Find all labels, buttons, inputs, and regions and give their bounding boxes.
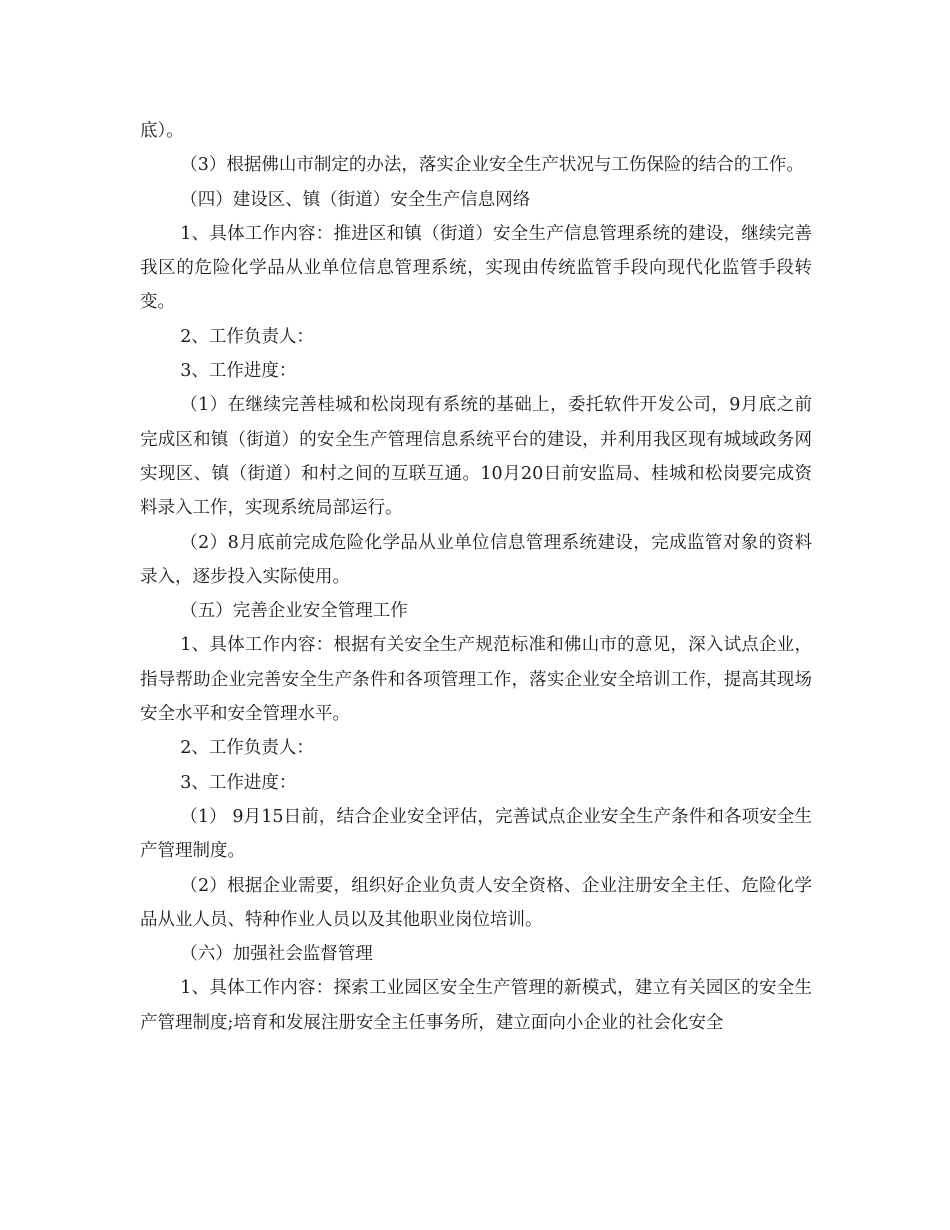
- paragraph-work-content: 1、具体工作内容：根据有关安全生产规范标准和佛山市的意见，深入试点企业，指导帮助企业完善安全生产条件和各项管理工作，落实企业安全培训工作，提高其现场安全水平和安全管理水平。: [140, 635, 812, 725]
- paragraph-progress-item-1: （1） 9月15日前，结合企业安全评估，完善试点企业安全生产条件和各项安全生产管理制度。: [140, 806, 812, 862]
- paragraph-responsible-person: 2、工作负责人：: [180, 326, 314, 347]
- section-heading-4: （四）建设区、镇（街道）安全生产信息网络: [180, 189, 531, 210]
- document-body: [140, 114, 812, 1040]
- paragraph-work-progress: 3、工作进度：: [180, 772, 297, 793]
- paragraph-progress-item-2: （2）8月底前完成危险化学品从业单位信息管理系统建设，完成监管对象的资料录入，逐步投入实际使用。: [140, 532, 812, 587]
- paragraph-responsible-person: 2、工作负责人：: [180, 738, 314, 759]
- paragraph-progress-item-2: （2）根据企业需要，组织好企业负责人安全资格、企业注册安全主任、危险化学品从业人员、特种作业人员以及其他职业岗位培训。: [140, 875, 812, 930]
- paragraph-work-content: 1、具体工作内容：探索工业园区安全生产管理的新模式，建立有关园区的安全生产管理制度;培育和发展注册安全主任事务所，建立面向小企业的社会化安全: [140, 978, 812, 1033]
- paragraph-work-progress: 3、工作进度：: [180, 361, 297, 382]
- paragraph-progress-item-1: （1）在继续完善桂城和松岗现有系统的基础上，委托软件开发公司，9月底之前完成区和镇（街道）的安全生产管理信息系统平台的建设，并利用我区现有城域政务网实现区、镇（街道）和村之间的互联互通。10月20日前安监局、桂城和松岗要完成资料录入工作，实现系统局部运行。: [140, 395, 812, 519]
- section-heading-6: （六）加强社会监督管理: [180, 944, 373, 965]
- paragraph-work-content: 1、具体工作内容：推进区和镇（街道）安全生产信息管理系统的建设，继续完善我区的危险化学品从业单位信息管理系统，实现由传统监管手段向现代化监管手段转变。: [140, 223, 812, 313]
- paragraph-continuation: 底）。: [140, 121, 184, 141]
- paragraph-item-3-insurance: （3）根据佛山市制定的办法，落实企业安全生产状况与工伤保险的结合的工作。: [180, 155, 804, 176]
- section-heading-5: （五）完善企业安全管理工作: [180, 601, 408, 622]
